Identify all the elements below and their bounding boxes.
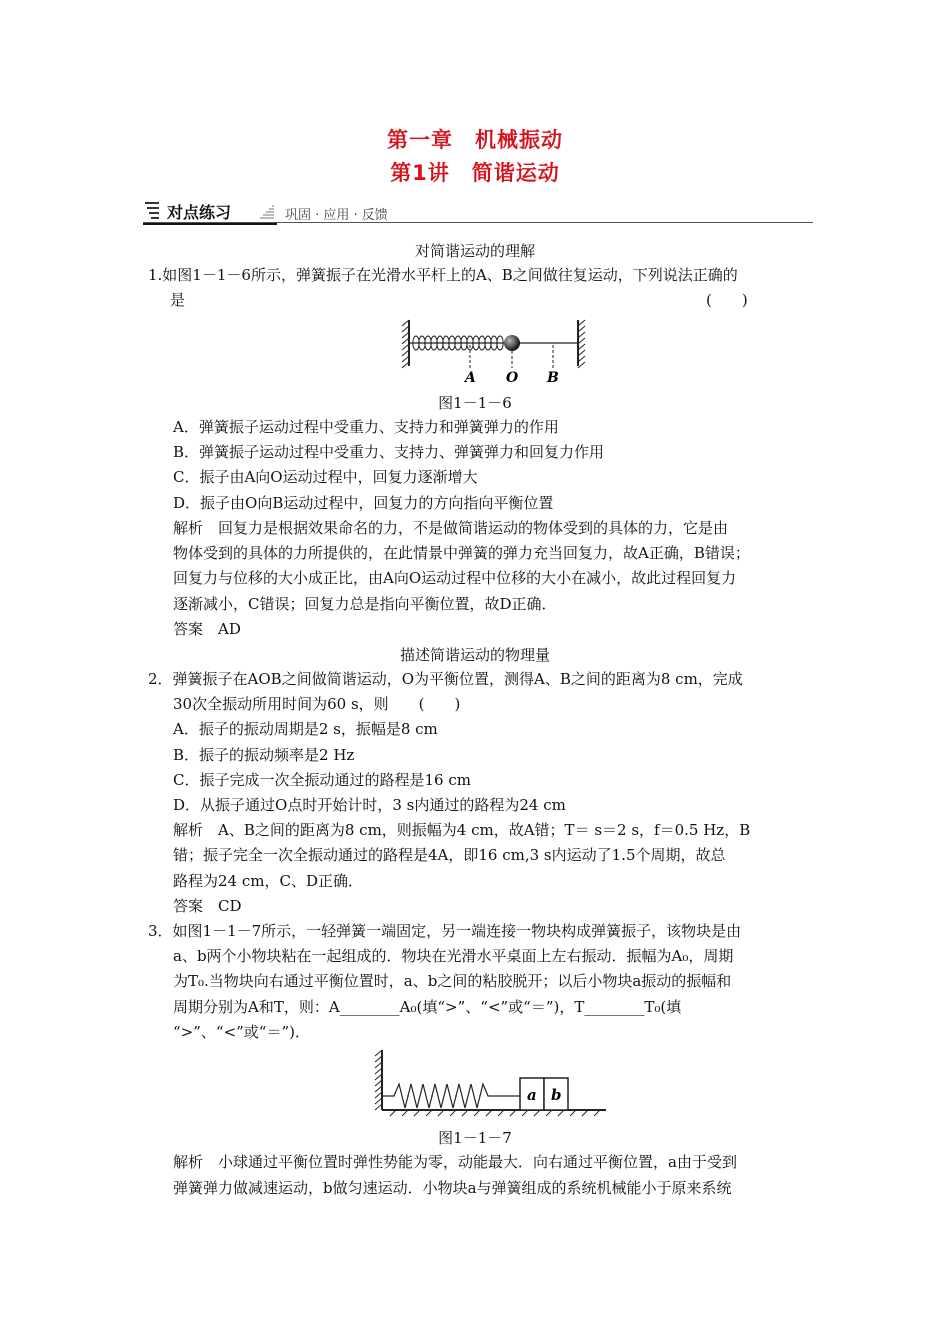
- q3-stem-line2: a、b两个小物块粘在一起组成的．物块在光滑水平桌面上左右振动．振幅为A₀，周期: [173, 947, 734, 965]
- banner-divider: [143, 222, 813, 223]
- right-wall: [578, 320, 585, 368]
- label-a: a: [527, 1086, 537, 1104]
- q3-stem-line3: 为T₀.当物块向右通过平衡位置时，a、b之间的粘胶脱开；以后小物块a振动的振幅和: [173, 972, 732, 990]
- banner-triangle-icon: [258, 204, 276, 220]
- q2-stem-line1: 2．弹簧振子在AOB之间做简谐运动，O为平衡位置，测得A、B之间的距离为8 cm，完成: [148, 670, 743, 688]
- q1-option-d: D．振子由O向B运动过程中，回复力的方向指向平衡位置: [173, 494, 554, 512]
- q2-answer: 答案 CD: [173, 897, 242, 915]
- q1-answer: 答案 AD: [173, 620, 241, 638]
- q3-stem-line5: “>”、“<”或“＝”)．: [173, 1023, 310, 1041]
- q2-analysis-line2: 错；振子完全一次全振动通过的路程是4A，即16 cm,3 s内运动了1.5个周期，故总: [173, 846, 726, 864]
- label-b: b: [551, 1086, 562, 1104]
- q1-analysis-line3: 回复力与位移的大小成正比，由A向O运动过程中位移的大小在减小，故此过程回复力: [173, 569, 737, 587]
- banner-subtitle: 巩固 · 应用 · 反馈: [285, 208, 388, 223]
- chapter-title: 第一章 机械振动: [387, 128, 563, 152]
- q1-stem-line1: 1.如图1－1－6所示，弹簧振子在光滑水平杆上的A、B之间做往复运动，下列说法正确的: [148, 266, 738, 284]
- label-B: B: [547, 370, 559, 386]
- q2-option-b: B．振子的振动频率是2 Hz: [173, 746, 355, 764]
- q2-analysis-line3: 路程为24 cm，C、D正确．: [173, 872, 363, 890]
- q2-option-a: A．振子的振动周期是2 s，振幅是8 cm: [173, 720, 438, 738]
- section-heading: 对简谐运动的理解: [414, 242, 535, 260]
- spring-zigzag: [382, 1084, 520, 1108]
- lecture-title: 第1讲 简谐运动: [390, 161, 560, 185]
- left-wall: [375, 1050, 382, 1110]
- q1-option-a: A．弹簧振子运动过程中受重力、支持力和弹簧弹力的作用: [173, 418, 559, 436]
- q1-stem-line2: 是: [170, 291, 186, 309]
- q2-analysis-line1: 解析 A、B之间的距离为8 cm，则振幅为4 cm，故A错；T＝ s＝2 s，f＝0.5 Hz，B: [173, 821, 751, 839]
- oscillator-ball: [504, 335, 520, 351]
- floor: [382, 1110, 606, 1116]
- figure-spring-oscillator: [400, 318, 590, 386]
- figure-caption: 图1－1－6: [438, 394, 512, 412]
- q3-analysis-line2: 弹簧弹力做减速运动，b做匀速运动．小物块a与弹簧组成的系统机械能小于原来系统: [173, 1179, 732, 1197]
- q1-analysis-line1: 解析 回复力是根据效果命名的力，不是做简谐运动的物体受到的具体的力，它是由: [173, 519, 729, 537]
- left-wall: [402, 320, 409, 368]
- q2-option-c: C．振子完成一次全振动通过的路程是16 cm: [173, 771, 471, 789]
- banner-title: 对点练习: [143, 200, 277, 225]
- q1-answer-blank: ( ): [706, 291, 748, 309]
- figure-spring-blocks: [370, 1048, 610, 1118]
- label-A: A: [465, 370, 476, 386]
- q3-stem-line4: 周期分别为A和T，则：A________A₀(填“>”、“<”或“＝”)，T________T₀(填: [173, 998, 682, 1016]
- q2-option-d: D．从振子通过O点时开始计时，3 s内通过的路程为24 cm: [173, 796, 566, 814]
- label-O: O: [506, 370, 519, 386]
- q1-option-b: B．弹簧振子运动过程中受重力、支持力、弹簧弹力和回复力作用: [173, 443, 605, 461]
- figure-caption: 图1－1－7: [438, 1129, 512, 1147]
- section-heading: 描述简谐运动的物理量: [399, 646, 550, 664]
- q1-analysis-line2: 物体受到的具体的力所提供的，在此情景中弹簧的弹力充当回复力，故A正确，B错误；: [173, 544, 750, 562]
- q1-analysis-line4: 逐渐减小，C错误；回复力总是指向平衡位置，故D正确．: [173, 595, 557, 613]
- q3-analysis-line1: 解析 小球通过平衡位置时弹性势能为零，动能最大．向右通过平衡位置，a由于受到: [173, 1153, 737, 1171]
- q2-stem-line2: 30次全振动所用时间为60 s，则 ( ): [173, 695, 461, 713]
- q1-option-c: C．振子由A向O运动过程中，回复力逐渐增大: [173, 468, 478, 486]
- q3-stem-line1: 3．如图1－1－7所示，一轻弹簧一端固定，另一端连接一物块构成弹簧振子，该物块是由: [148, 922, 742, 940]
